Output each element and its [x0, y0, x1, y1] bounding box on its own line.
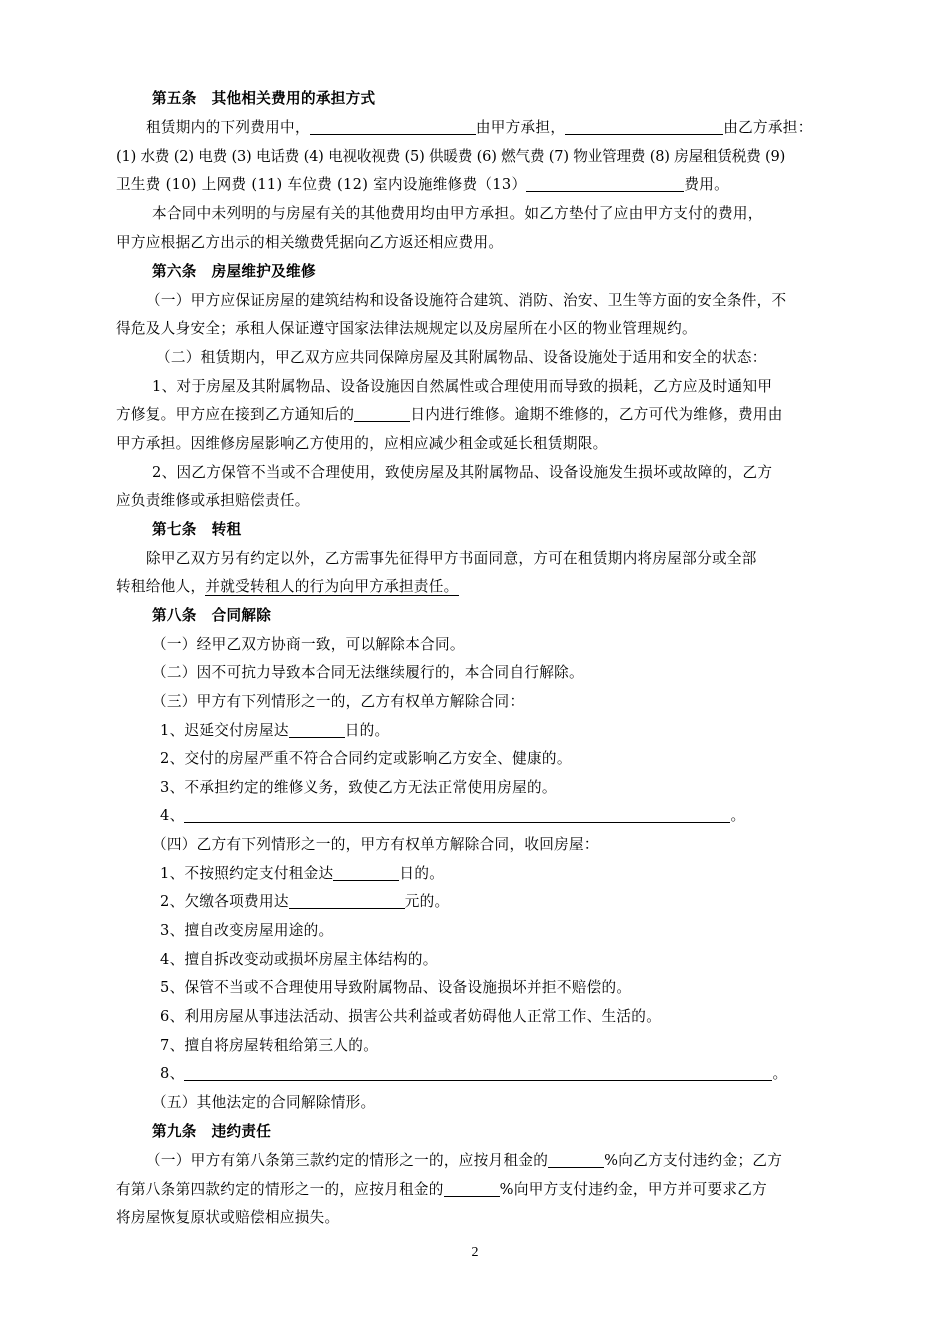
paragraph-line: （一）甲方应保证房屋的建筑结构和设备设施符合建筑、消防、治安、卫生等方面的安全条件，不: [146, 292, 787, 309]
fee-list-line: 卫生费 (10) 上网费 (11) 车位费 (12) 室内设施维修费（13） 费用。: [116, 176, 730, 193]
paragraph-line: 将房屋恢复原状或赔偿相应损失。: [116, 1209, 340, 1226]
paragraph-line: 应负责维修或承担赔偿责任。: [116, 492, 310, 509]
paragraph-line: 本合同中未列明的与房屋有关的其他费用均由甲方承担。如乙方垫付了应由甲方支付的费用，: [152, 205, 763, 222]
list-item: 3、擅自改变房屋用途的。: [160, 922, 334, 939]
list-item: 6、利用房屋从事违法活动、损害公共利益或者妨碍他人正常工作、生活的。: [160, 1008, 662, 1025]
paragraph-line: 得危及人身安全；承租人保证遵守国家法律法规规定以及房屋所在小区的物业管理规约。: [116, 320, 697, 337]
blank-field: [289, 722, 345, 738]
blank-field: [184, 807, 730, 823]
list-item: （二）因不可抗力导致本合同无法继续履行的，本合同自行解除。: [152, 664, 584, 681]
article-9-heading: 第九条 违约责任: [152, 1123, 272, 1140]
list-item: （五）其他法定的合同解除情形。: [152, 1094, 376, 1111]
list-item: （四）乙方有下列情形之一的，甲方有权单方解除合同，收回房屋：: [152, 836, 599, 853]
blank-field: [333, 865, 399, 881]
list-item: 1、不按照约定支付租金达 日的。: [160, 865, 445, 882]
blank-field: [184, 1065, 772, 1081]
list-item: （一）经甲乙双方协商一致，可以解除本合同。: [152, 636, 465, 653]
paragraph-line: （二）租赁期内，甲乙双方应共同保障房屋及其附属物品、设备设施处于适用和安全的状态：: [156, 349, 767, 366]
paragraph-line: （一）甲方有第八条第三款约定的情形之一的，应按月租金的 %向乙方支付违约金；乙方: [146, 1152, 783, 1169]
page-number: 2: [471, 1245, 479, 1260]
paragraph-line: 甲方承担。因维修房屋影响乙方使用的，应相应减少租金或延长租赁期限。: [116, 435, 608, 452]
paragraph-line: 2、因乙方保管不当或不合理使用，致使房屋及其附属物品、设备设施发生损坏或故障的，乙方: [152, 464, 773, 481]
paragraph-line: 有第八条第四款约定的情形之一的，应按月租金的 %向甲方支付违约金，甲方并可要求乙方: [116, 1181, 768, 1198]
paragraph-line: 1、对于房屋及其附属物品、设备设施因自然属性或合理使用而导致的损耗，乙方应及时通知甲: [152, 378, 773, 395]
blank-field: [310, 119, 476, 135]
list-item: 4、擅自拆改变动或损坏房屋主体结构的。: [160, 951, 438, 968]
blank-field: [354, 406, 410, 422]
blank-field: [289, 893, 405, 909]
list-item: 1、迟延交付房屋达 日的。: [160, 722, 390, 739]
article-5-heading: 第五条 其他相关费用的承担方式: [152, 90, 376, 107]
list-item: 5、保管不当或不合理使用导致附属物品、设备设施损坏并拒不赔偿的。: [160, 979, 632, 996]
blank-field: [444, 1181, 500, 1197]
blank-field: [565, 119, 723, 135]
article-6-heading: 第六条 房屋维护及维修: [152, 263, 316, 280]
article-5-line: 租赁期内的下列费用中， 由甲方承担， 由乙方承担：: [146, 119, 813, 136]
underlined-text: 并就受转租人的行为向甲方承担责任。: [205, 578, 459, 595]
article-8-heading: 第八条 合同解除: [152, 607, 272, 624]
paragraph-line: 甲方应根据乙方出示的相关缴费凭据向乙方返还相应费用。: [116, 234, 504, 251]
paragraph-line: 转租给他人，并就受转租人的行为向甲方承担责任。: [116, 578, 459, 595]
list-item: 4、 。: [160, 807, 746, 824]
list-item: （三）甲方有下列情形之一的，乙方有权单方解除合同：: [152, 693, 525, 710]
article-7-heading: 第七条 转租: [152, 521, 242, 538]
paragraph-line: 除甲乙双方另有约定以外，乙方需事先征得甲方书面同意，方可在租赁期内将房屋部分或全部: [146, 550, 757, 567]
list-item: 3、不承担约定的维修义务，致使乙方无法正常使用房屋的。: [160, 779, 557, 796]
paragraph-line: 方修复。甲方应在接到乙方通知后的 日内进行维修。逾期不维修的，乙方可代为维修，费用由: [116, 406, 783, 423]
blank-field: [548, 1152, 604, 1168]
blank-field: [526, 176, 684, 192]
list-item: 2、欠缴各项费用达 元的。: [160, 893, 450, 910]
list-item: 8、 。: [160, 1065, 788, 1082]
list-item: 2、交付的房屋严重不符合合同约定或影响乙方安全、健康的。: [160, 750, 572, 767]
list-item: 7、擅自将房屋转租给第三人的。: [160, 1037, 379, 1054]
fee-list-line: (1) 水费 (2) 电费 (3) 电话费 (4) 电视收视费 (5) 供暖费 (6) 燃气费 (7) 物业管理费 (8) 房屋租赁税费 (9): [116, 148, 786, 165]
